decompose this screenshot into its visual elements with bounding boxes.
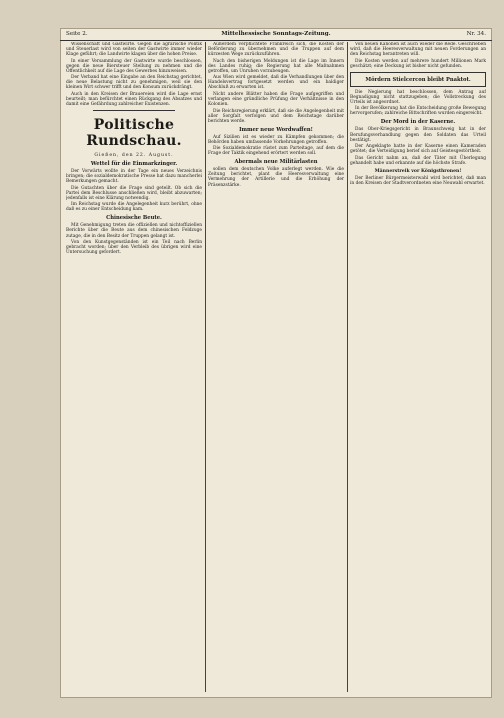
paragraph: Das Ober-Kriegsgericht in Braunschweig hat in der Berufungsverhandlung gegen den Soldaten das Urteil bestätigt. (350, 127, 486, 143)
article-heading: Der Mord in der Kaserne. (380, 119, 456, 126)
paragraph: Der Angeklagte hatte in der Kaserne einen Kameraden getötet; die Verteidigung berief sich auf Geistesgestörtheit. (350, 144, 486, 155)
col1-top-text (66, 42, 202, 107)
column-divider (347, 42, 348, 692)
paragraph: Der Vorwärts wollte in der Tage ein neues Verzeichnis bringen; die sozialdemokratische Presse hat dazu mancherlei Bemerkungen gemacht. (66, 169, 202, 185)
issue-number: Nr. 34. (466, 31, 486, 37)
paragraph: Von neuen Kanonen ist auch wieder die Rede. Geschrieben wird, daß die Heeresverwaltung mit neuen Forderungen an den Reichstag herantreten will. (350, 42, 486, 58)
column-1 (66, 42, 202, 692)
newspaper-page (60, 28, 492, 698)
newspaper-title: Mittelhessische Sonntags-Zeitung. (221, 31, 331, 37)
article-heading: Wettel für die Einmarkzinger. (90, 161, 178, 168)
paragraph: Das Gericht nahm an, daß der Täter mit Überlegung gehandelt habe und erkannte auf die höchste Strafe. (350, 155, 486, 166)
page-header (60, 28, 492, 41)
paragraph: In einer Versammlung der Gastwirte wurde beschlossen, gegen die neue Biersteuer Stellung zu nehmen und die Öffentlichkeit auf die Lage des Gewerbes hinzuweisen. (66, 58, 202, 74)
column-2 (208, 42, 344, 692)
page-number: Seite 2. (66, 31, 88, 37)
dateline: Gießen, den 22. August. (94, 153, 174, 159)
paragraph: Im Reichstag wurde die Angelegenheit kurz berührt, ohne daß es zu einer Entscheidung kam. (66, 202, 202, 213)
paragraph: Die Sozialdemokratie rüstet zum Parteitage, auf dem die Frage der Taktik eingehend erörtert werden soll. (208, 146, 344, 157)
paragraph: Nicht andere Blätter haben die Frage aufgegriffen und verlangen eine gründliche Prüfung der Verhältnisse in den Kolonien. (208, 91, 344, 108)
article-heading: Mördern Stielcercon bleibt Pnaktot. (365, 76, 471, 83)
section-heading: Politische Rundschau. (86, 117, 182, 150)
paragraph: sollen dem deutschen Volke auferlegt werden. Wie die Zeitung berichtet, plant die Heeresverwaltung eine Vermehrung der Artillerie und die Erhöhung der Präsenzstärke. (208, 167, 344, 188)
paragraph: In der Bevölkerung hat die Entscheidung große Bewegung hervorgerufen; zahlreiche Bittschriften wurden eingereicht. (350, 106, 486, 117)
paragraph: Die Gutachten über die Frage sind geteilt. Ob sich die Partei dem Beschlusse anschließen wird, bleibt abzuwarten; jedenfalls ist eine Klärung notwendig. (66, 185, 202, 201)
paragraph: Mit Genehmigung treten die offiziellen und nichtoffiziellen Berichte über die Beute aus dem chinesischen Feldzuge zutage, die in den Besitz der Truppen gelangt ist. (66, 223, 202, 239)
article-heading: Chinesische Beute. (106, 215, 162, 222)
paragraph: Die Kosten werden auf mehrere hundert Millionen Mark geschätzt; eine Deckung ist bisher nicht gefunden. (350, 58, 486, 69)
separator (93, 110, 175, 111)
column-3 (350, 42, 486, 692)
paragraph: Auf Sizilien ist es wieder zu Kämpfen gekommen; die Behörden haben umfassende Vorkehrungen getroffen. (208, 134, 344, 145)
paragraph: Der Verband hat eine Eingabe an den Reichstag gerichtet, die neue Belastung nicht zu genehmigen, weil sie den kleinen Wirt schwer trifft und den Konsum zurückdrängt. (66, 75, 202, 91)
paragraph: Aus Wien wird gemeldet, daß die Verhandlungen über den Handelsvertrag fortgesetzt werden und ein baldiger Abschluß zu erwarten ist. (208, 75, 344, 91)
paragraph: Von den Kunstgegenständen ist ein Teil nach Berlin gebracht worden; über den Verbleib des übrigen wird eine Untersuchung gefordert. (66, 240, 202, 256)
paragraph: Die Reichsregierung erklärt, daß sie die Angelegenheit mit aller Sorgfalt verfolgen und dem Reichstage darüber berichten werde. (208, 108, 344, 124)
boxed-heading (350, 72, 486, 87)
paragraph: Wissenschaft und Gastwirte. Gegen die agrarische Politik und Steuerlast wird von seiten der Gastwirte immer wieder Klage geführt; die Landwirte klagen über die hohen Preise. (66, 42, 202, 58)
article-heading: Männerstreik vor Königsthronen! (374, 168, 462, 174)
column-divider (205, 42, 206, 692)
columns (66, 42, 486, 692)
paragraph: Nach den bisherigen Meldungen ist die Lage im Innern des Landes ruhig; die Regierung hat alle Maßnahmen getroffen, um Unruhen vorzubeugen. (208, 58, 344, 74)
paragraph: Auch in den Kreisen der Brauereien wird die Lage ernst beurteilt; man befürchtet einen Rückgang des Absatzes und damit eine Gefährdung zahlreicher Existenzen. (66, 91, 202, 108)
article-heading: Immer neue Wordwaffen! (239, 126, 313, 133)
paragraph: Außerdem verpflichtete Frankreich sich, die Kosten der Beförderung zu übernehmen und die Truppen auf dem kürzesten Wege zurückzuführen. (208, 42, 344, 58)
paragraph: Die Negierung hat beschlossen, dem Antrag auf Begnadigung nicht stattzugeben; die Vollstreckung des Urteils ist angeordnet. (350, 89, 486, 105)
paragraph: Der Berliner Bürgermeisterwahl wird berichtet, daß man in den Kreisen der Stadtverordneten eine Neuwahl erwartet. (350, 175, 486, 186)
article-heading: Abermals neue Militärlasten (234, 159, 318, 166)
